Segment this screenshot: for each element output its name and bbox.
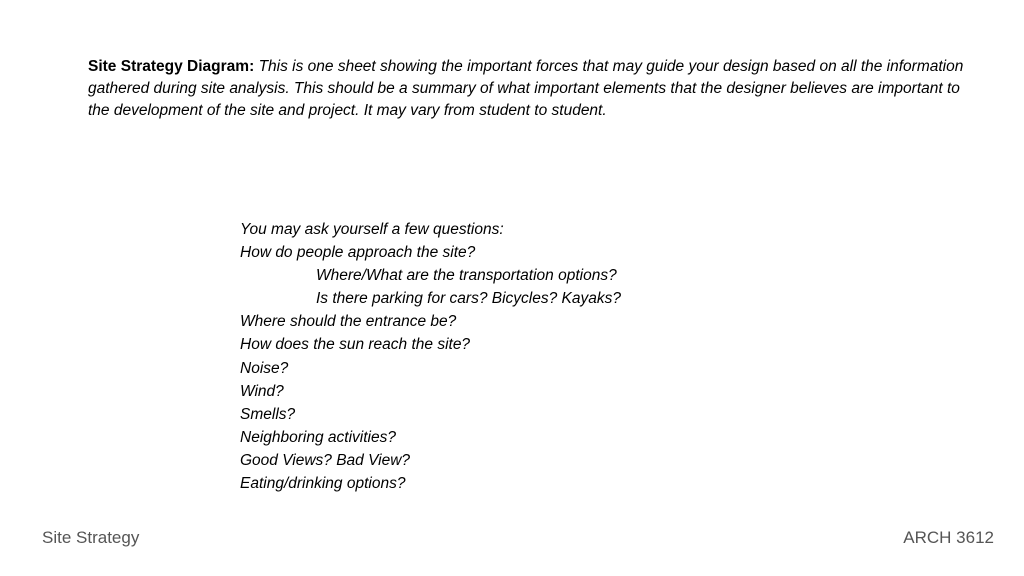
footer-title: Site Strategy <box>42 528 140 547</box>
question-item: Is there parking for cars? Bicycles? Kayaks? <box>316 290 621 308</box>
footer-course-code: ARCH 3612 <box>903 528 994 547</box>
question-item: Eating/drinking options? <box>240 475 406 493</box>
question-item: How do people approach the site? <box>240 244 476 262</box>
question-item: Neighboring activities? <box>240 428 396 446</box>
question-item: Smells? <box>240 405 296 423</box>
intro-body: This is one sheet showing the important forces that may guide your design based on all the information gathered during site analysis. This should be a summary of what important elements that the designer believes are important to the development of the site and project. It may vary from student to student. <box>88 58 964 119</box>
question-list <box>240 218 621 495</box>
question-item: Noise? <box>240 359 289 377</box>
question-item: Where/What are the transportation options? <box>316 267 617 285</box>
intro-lead: Site Strategy Diagram: <box>88 58 255 75</box>
question-item: Where should the entrance be? <box>240 313 457 331</box>
intro-paragraph <box>88 56 968 122</box>
question-item: Wind? <box>240 382 284 400</box>
question-item: You may ask yourself a few questions: <box>240 221 504 238</box>
question-item: Good Views? Bad View? <box>240 451 411 469</box>
question-item: How does the sun reach the site? <box>240 336 471 354</box>
